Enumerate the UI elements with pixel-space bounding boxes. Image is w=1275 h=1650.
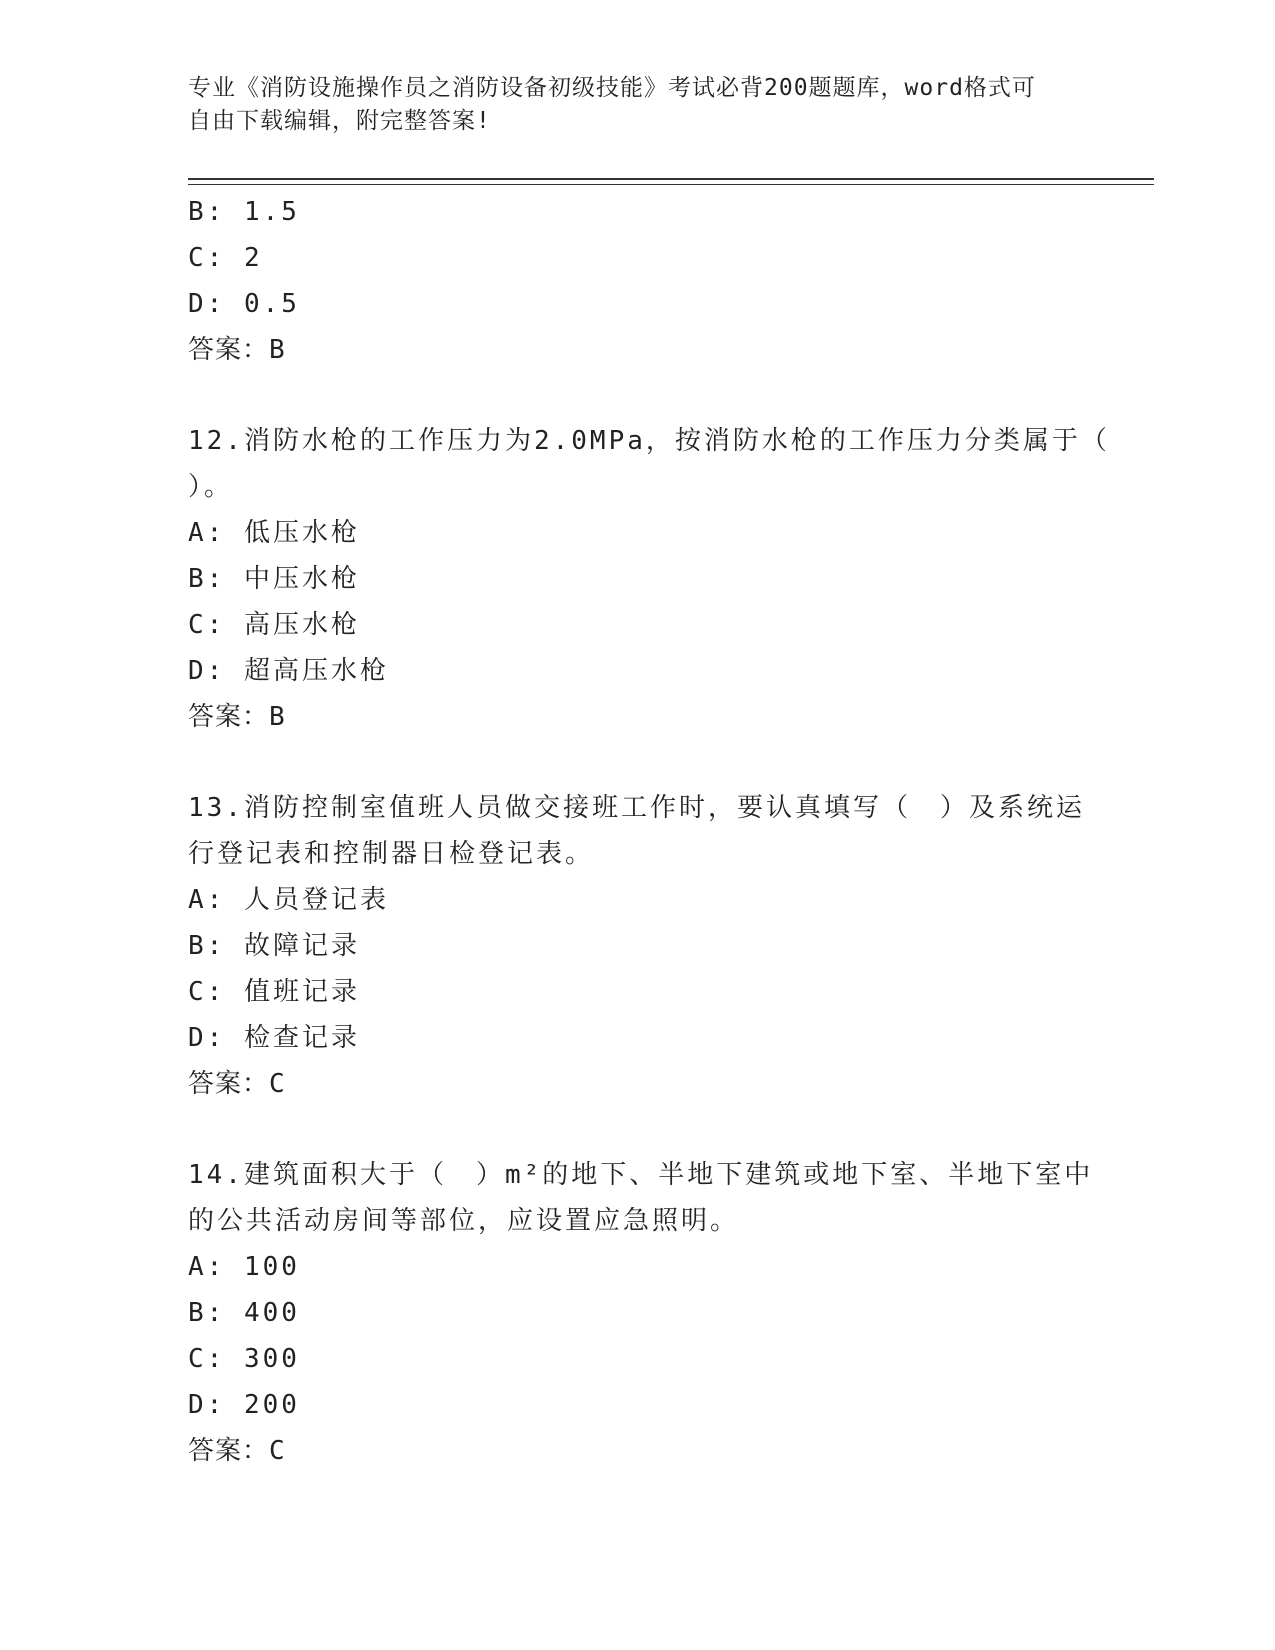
answer-line: 答案：C bbox=[188, 1069, 286, 1099]
answer-line: 答案：B bbox=[188, 702, 286, 732]
question-stem-line-1: 14.建筑面积大于（ ）m²的地下、半地下建筑或地下室、半地下室中 bbox=[188, 1160, 1094, 1190]
option-b: B: 故障记录 bbox=[188, 931, 360, 961]
question-stem-line-1: 12.消防水枪的工作压力为2.0MPa，按消防水枪的工作压力分类属于（ bbox=[188, 426, 1110, 456]
option-d: D: 0.5 bbox=[188, 289, 300, 319]
question-12 bbox=[188, 418, 1110, 740]
header-line-2: 自由下载编辑，附完整答案! bbox=[188, 108, 491, 134]
option-c: C: 高压水枪 bbox=[188, 610, 360, 640]
question-content bbox=[188, 189, 1110, 1474]
option-d: D: 检查记录 bbox=[188, 1023, 360, 1053]
question-stem-line-1: 13.消防控制室值班人员做交接班工作时，要认真填写（ ）及系统运 bbox=[188, 793, 1085, 823]
header-divider-thick bbox=[188, 178, 1154, 180]
answer-line: 答案：B bbox=[188, 335, 286, 365]
option-b: B: 中压水枪 bbox=[188, 564, 360, 594]
question-stem-line-2: 行登记表和控制器日检登记表。 bbox=[188, 839, 595, 869]
option-c: C: 2 bbox=[188, 243, 263, 273]
option-c: C: 值班记录 bbox=[188, 977, 360, 1007]
option-a: A: 低压水枪 bbox=[188, 518, 360, 548]
document-header bbox=[188, 72, 1068, 138]
option-b: B: 1.5 bbox=[188, 197, 300, 227]
option-d: D: 200 bbox=[188, 1390, 300, 1420]
question-13 bbox=[188, 785, 1088, 1107]
option-c: C: 300 bbox=[188, 1344, 300, 1374]
option-b: B: 400 bbox=[188, 1298, 300, 1328]
answer-line: 答案：C bbox=[188, 1436, 286, 1466]
header-divider-thin bbox=[188, 184, 1154, 185]
option-a: A: 人员登记表 bbox=[188, 885, 389, 915]
question-stem-line-2: 的公共活动房间等部位，应设置应急照明。 bbox=[188, 1206, 740, 1236]
question-stem-line-2: ）。 bbox=[188, 472, 234, 502]
question-14 bbox=[188, 1152, 1094, 1474]
option-a: A: 100 bbox=[188, 1252, 300, 1282]
header-line-1: 专业《消防设施操作员之消防设备初级技能》考试必背200题题库，word格式可 bbox=[188, 75, 1036, 101]
option-d: D: 超高压水枪 bbox=[188, 656, 389, 686]
question-11-tail bbox=[188, 189, 1088, 373]
